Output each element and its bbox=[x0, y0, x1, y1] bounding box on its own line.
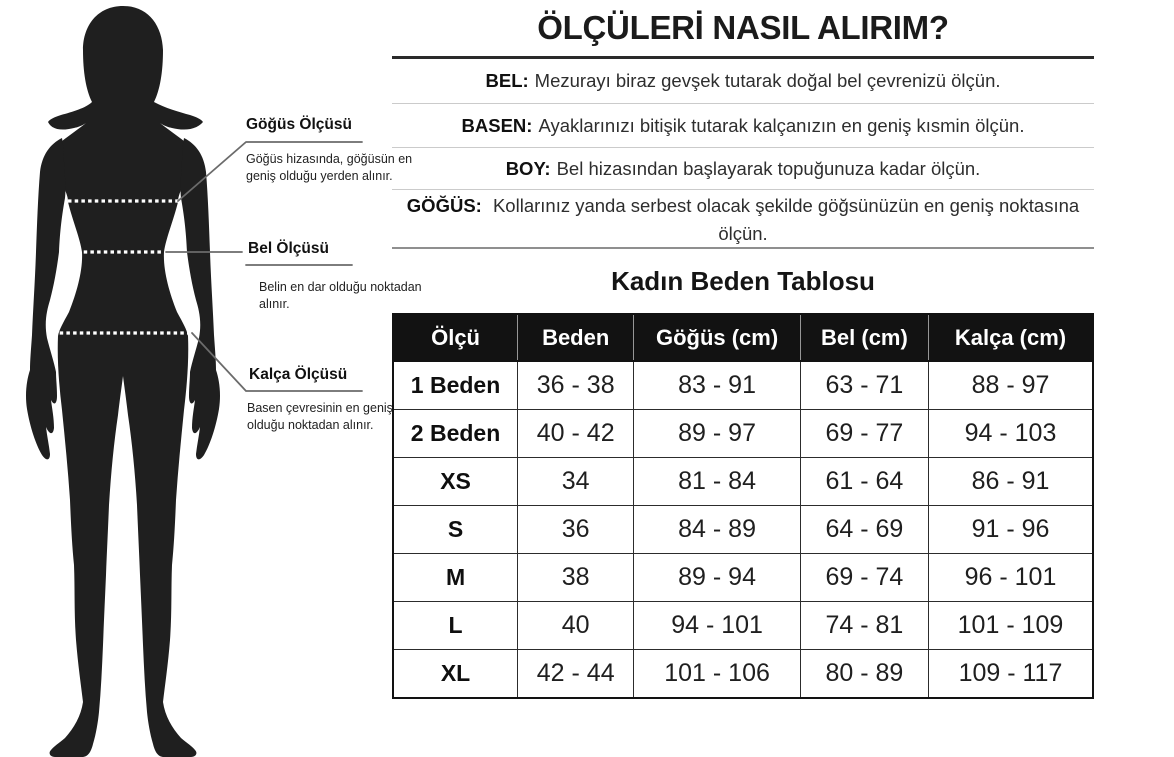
instruction-bel bbox=[392, 59, 1094, 104]
col-header-beden: Beden bbox=[518, 314, 634, 361]
instruction-bel-label: BEL: bbox=[485, 70, 529, 91]
table-row bbox=[393, 650, 1093, 699]
instruction-boy-label: BOY: bbox=[505, 157, 551, 179]
gogus-cell: 81 - 84 bbox=[634, 458, 801, 506]
kalca-cell: 86 - 91 bbox=[928, 458, 1093, 506]
beden-cell: 40 - 42 bbox=[518, 410, 634, 458]
table-row bbox=[393, 602, 1093, 650]
beden-cell: 38 bbox=[518, 554, 634, 602]
instruction-gogus-label: GÖĞÜS: bbox=[406, 195, 482, 216]
bel-cell: 63 - 71 bbox=[800, 361, 928, 410]
kalca-cell: 101 - 109 bbox=[928, 602, 1093, 650]
table-row bbox=[393, 554, 1093, 602]
instruction-bel-text: Mezurayı biraz gevşek tutarak doğal bel çevrenizü ölçün. bbox=[534, 70, 1001, 91]
table-row bbox=[393, 361, 1093, 410]
beden-cell: 42 - 44 bbox=[518, 650, 634, 699]
hip-measure-description: Basen çevresinin en geniş olduğu noktadan alınır. bbox=[247, 401, 393, 432]
waist-measure-label: Bel Ölçüsü bbox=[248, 240, 329, 257]
size-name-cell: 1 Beden bbox=[393, 361, 518, 410]
beden-cell: 40 bbox=[518, 602, 634, 650]
women-size-table bbox=[392, 313, 1094, 699]
instruction-basen-label: BASEN: bbox=[461, 114, 533, 136]
table-row bbox=[393, 458, 1093, 506]
size-table-title: Kadın Beden Tablosu bbox=[611, 266, 875, 296]
gogus-cell: 94 - 101 bbox=[634, 602, 801, 650]
beden-cell: 34 bbox=[518, 458, 634, 506]
size-name-cell: XL bbox=[393, 650, 518, 699]
size-name-cell: L bbox=[393, 602, 518, 650]
instruction-basen-text: Ayaklarınızı bitişik tutarak kalçanızın en geniş kısmin ölçün. bbox=[538, 114, 1025, 136]
beden-cell: 36 bbox=[518, 506, 634, 554]
bel-cell: 80 - 89 bbox=[800, 650, 928, 699]
left-arm-shape bbox=[26, 138, 65, 459]
chest-measure-label: Göğüs Ölçüsü bbox=[246, 116, 352, 133]
gogus-cell: 101 - 106 bbox=[634, 650, 801, 699]
instruction-gogus-text: Kollarınız yanda serbest olacak şekilde göğsünüzün en geniş noktasına ölçün. bbox=[492, 195, 1080, 244]
kalca-cell: 88 - 97 bbox=[928, 361, 1093, 410]
right-arm-shape bbox=[181, 138, 220, 459]
page-title: ÖLÇÜLERİ NASIL ALIRIM? bbox=[537, 9, 949, 46]
size-name-cell: XS bbox=[393, 458, 518, 506]
gogus-cell: 84 - 89 bbox=[634, 506, 801, 554]
col-header-olcu: Ölçü bbox=[393, 314, 518, 361]
bel-cell: 74 - 81 bbox=[800, 602, 928, 650]
col-header-gogus: Göğüs (cm) bbox=[634, 314, 801, 361]
size-name-cell: S bbox=[393, 506, 518, 554]
gogus-cell: 89 - 97 bbox=[634, 410, 801, 458]
kalca-cell: 91 - 96 bbox=[928, 506, 1093, 554]
bel-cell: 69 - 74 bbox=[800, 554, 928, 602]
table-row bbox=[393, 410, 1093, 458]
table-row bbox=[393, 506, 1093, 554]
kalca-cell: 109 - 117 bbox=[928, 650, 1093, 699]
bel-cell: 64 - 69 bbox=[800, 506, 928, 554]
gogus-cell: 89 - 94 bbox=[634, 554, 801, 602]
measure-guide-panel bbox=[392, 0, 1094, 699]
col-header-kalca: Kalça (cm) bbox=[928, 314, 1093, 361]
body-shape bbox=[48, 6, 203, 757]
instruction-gogus bbox=[392, 190, 1094, 249]
hip-measure-label: Kalça Ölçüsü bbox=[249, 366, 348, 383]
beden-cell: 36 - 38 bbox=[518, 361, 634, 410]
size-name-cell: M bbox=[393, 554, 518, 602]
col-header-bel: Bel (cm) bbox=[800, 314, 928, 361]
kalca-cell: 94 - 103 bbox=[928, 410, 1093, 458]
bel-cell: 61 - 64 bbox=[800, 458, 928, 506]
size-name-cell: 2 Beden bbox=[393, 410, 518, 458]
waist-measure-description: Belin en dar olduğu noktadan alınır. bbox=[259, 280, 422, 311]
chest-measure-description: Göğüs hizasında, göğüsün en geniş olduğu yerden alınır. bbox=[246, 152, 413, 183]
instruction-boy-text: Bel hizasından başlayarak topuğunuza kadar ölçün. bbox=[556, 157, 981, 179]
size-table-header-row bbox=[393, 314, 1093, 361]
gogus-cell: 83 - 91 bbox=[634, 361, 801, 410]
kalca-cell: 96 - 101 bbox=[928, 554, 1093, 602]
instruction-boy bbox=[392, 148, 1094, 190]
instruction-basen bbox=[392, 104, 1094, 148]
bel-cell: 69 - 77 bbox=[800, 410, 928, 458]
